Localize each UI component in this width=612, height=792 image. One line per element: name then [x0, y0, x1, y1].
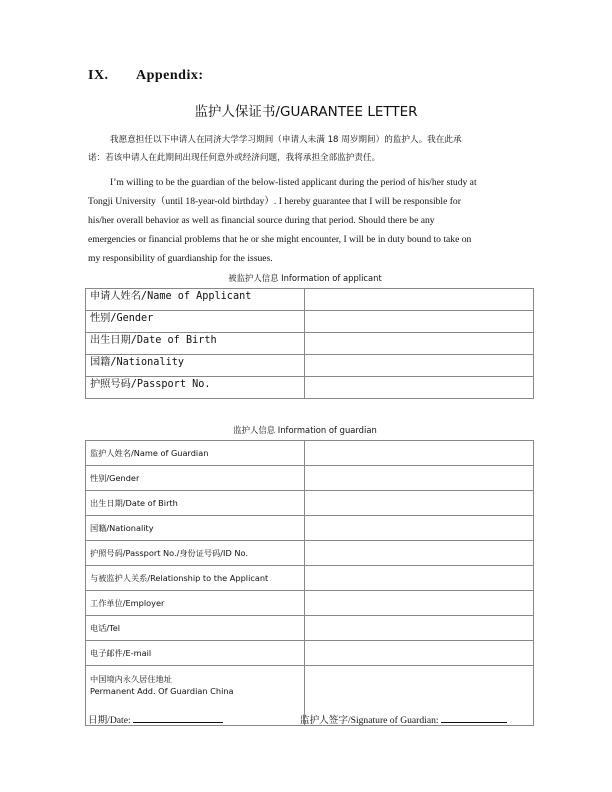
table-row [86, 591, 534, 616]
guardian-relationship-field[interactable] [305, 566, 534, 591]
table-row [86, 311, 534, 333]
section-title: Appendix: [136, 68, 204, 83]
section-heading [88, 68, 204, 84]
guardian-address-label-en: Permanent Add. Of Guardian China [90, 686, 234, 696]
table-row [86, 441, 534, 466]
guardian-dob-field[interactable] [305, 491, 534, 516]
signature-input-line[interactable] [441, 712, 507, 723]
intro-en-line-3: his/her overall behavior as well as financial source during that period. Should there be any [88, 215, 435, 226]
applicant-dob-label: 出生日期/Date of Birth [86, 333, 305, 355]
applicant-passport-label: 护照号码/Passport No. [86, 377, 305, 399]
intro-en-line-4: emergencies or financial problems that he or she might encounter, I will be in duty bound to take on [88, 234, 472, 245]
guardian-employer-field[interactable] [305, 591, 534, 616]
guardian-info-table [85, 440, 534, 726]
signature-label: 监护人签字/Signature of Guardian: [300, 715, 439, 726]
guardian-gender-field[interactable] [305, 466, 534, 491]
table-row [86, 289, 534, 311]
guardian-passport-field[interactable] [305, 541, 534, 566]
guardian-nationality-label: 国籍/Nationality [86, 516, 305, 541]
table-row [86, 377, 534, 399]
guardian-nationality-field[interactable] [305, 516, 534, 541]
table-row [86, 641, 534, 666]
table-row [86, 333, 534, 355]
guardian-passport-label: 护照号码/Passport No./身份证号码/ID No. [86, 541, 305, 566]
intro-cn-line-1: 我愿意担任以下申请人在同济大学学习期间（申请人未满 18 周岁期间）的监护人。我在此承 [110, 135, 462, 145]
guardian-employer-label: 工作单位/Employer [86, 591, 305, 616]
date-label: 日期/Date: [88, 715, 131, 726]
applicant-info-table [85, 288, 534, 399]
table-row [86, 541, 534, 566]
date-input-line[interactable] [133, 712, 223, 723]
guardian-name-field[interactable] [305, 441, 534, 466]
table-row [86, 616, 534, 641]
applicant-nationality-label: 国籍/Nationality [86, 355, 305, 377]
guardian-tel-label: 电话/Tel [86, 616, 305, 641]
guardian-relationship-label: 与被监护人关系/Relationship to the Applicant [86, 566, 305, 591]
applicant-name-field[interactable] [305, 289, 534, 311]
guardian-table-caption: 监护人信息 Information of guardian [233, 425, 377, 435]
applicant-gender-field[interactable] [305, 311, 534, 333]
intro-en-line-2: Tongji University（until 18-year-old birthday）. I hereby guarantee that I will be responsible for [88, 196, 461, 207]
guardian-gender-label: 性别/Gender [86, 466, 305, 491]
table-row [86, 516, 534, 541]
guardian-dob-label: 出生日期/Date of Birth [86, 491, 305, 516]
table-row [86, 566, 534, 591]
applicant-table-caption: 被监护人信息 Information of applicant [228, 273, 382, 283]
applicant-passport-field[interactable] [305, 377, 534, 399]
table-row [86, 491, 534, 516]
guardian-address-label-cn: 中国境内永久居住地址 [90, 674, 172, 684]
intro-en-line-1: I’m willing to be the guardian of the below-listed applicant during the period of his/her study at [110, 177, 477, 188]
table-row [86, 466, 534, 491]
table-row [86, 355, 534, 377]
guardian-email-label: 电子邮件/E-mail [86, 641, 305, 666]
guardian-name-label: 监护人姓名/Name of Guardian [86, 441, 305, 466]
applicant-dob-field[interactable] [305, 333, 534, 355]
section-number: IX. [88, 68, 109, 83]
applicant-name-label: 申请人姓名/Name of Applicant [86, 289, 305, 311]
applicant-nationality-field[interactable] [305, 355, 534, 377]
guardian-email-field[interactable] [305, 641, 534, 666]
intro-en-line-5: my responsibility of guardianship for the issues. [88, 253, 273, 264]
applicant-gender-label: 性别/Gender [86, 311, 305, 333]
intro-cn-line-2: 诺：若该申请人在此期间出现任何意外或经济问题，我将承担全部监护责任。 [88, 153, 381, 163]
date-section [88, 712, 223, 726]
signature-section [300, 712, 507, 726]
document-title: 监护人保证书/GUARANTEE LETTER [194, 104, 418, 120]
guardian-tel-field[interactable] [305, 616, 534, 641]
